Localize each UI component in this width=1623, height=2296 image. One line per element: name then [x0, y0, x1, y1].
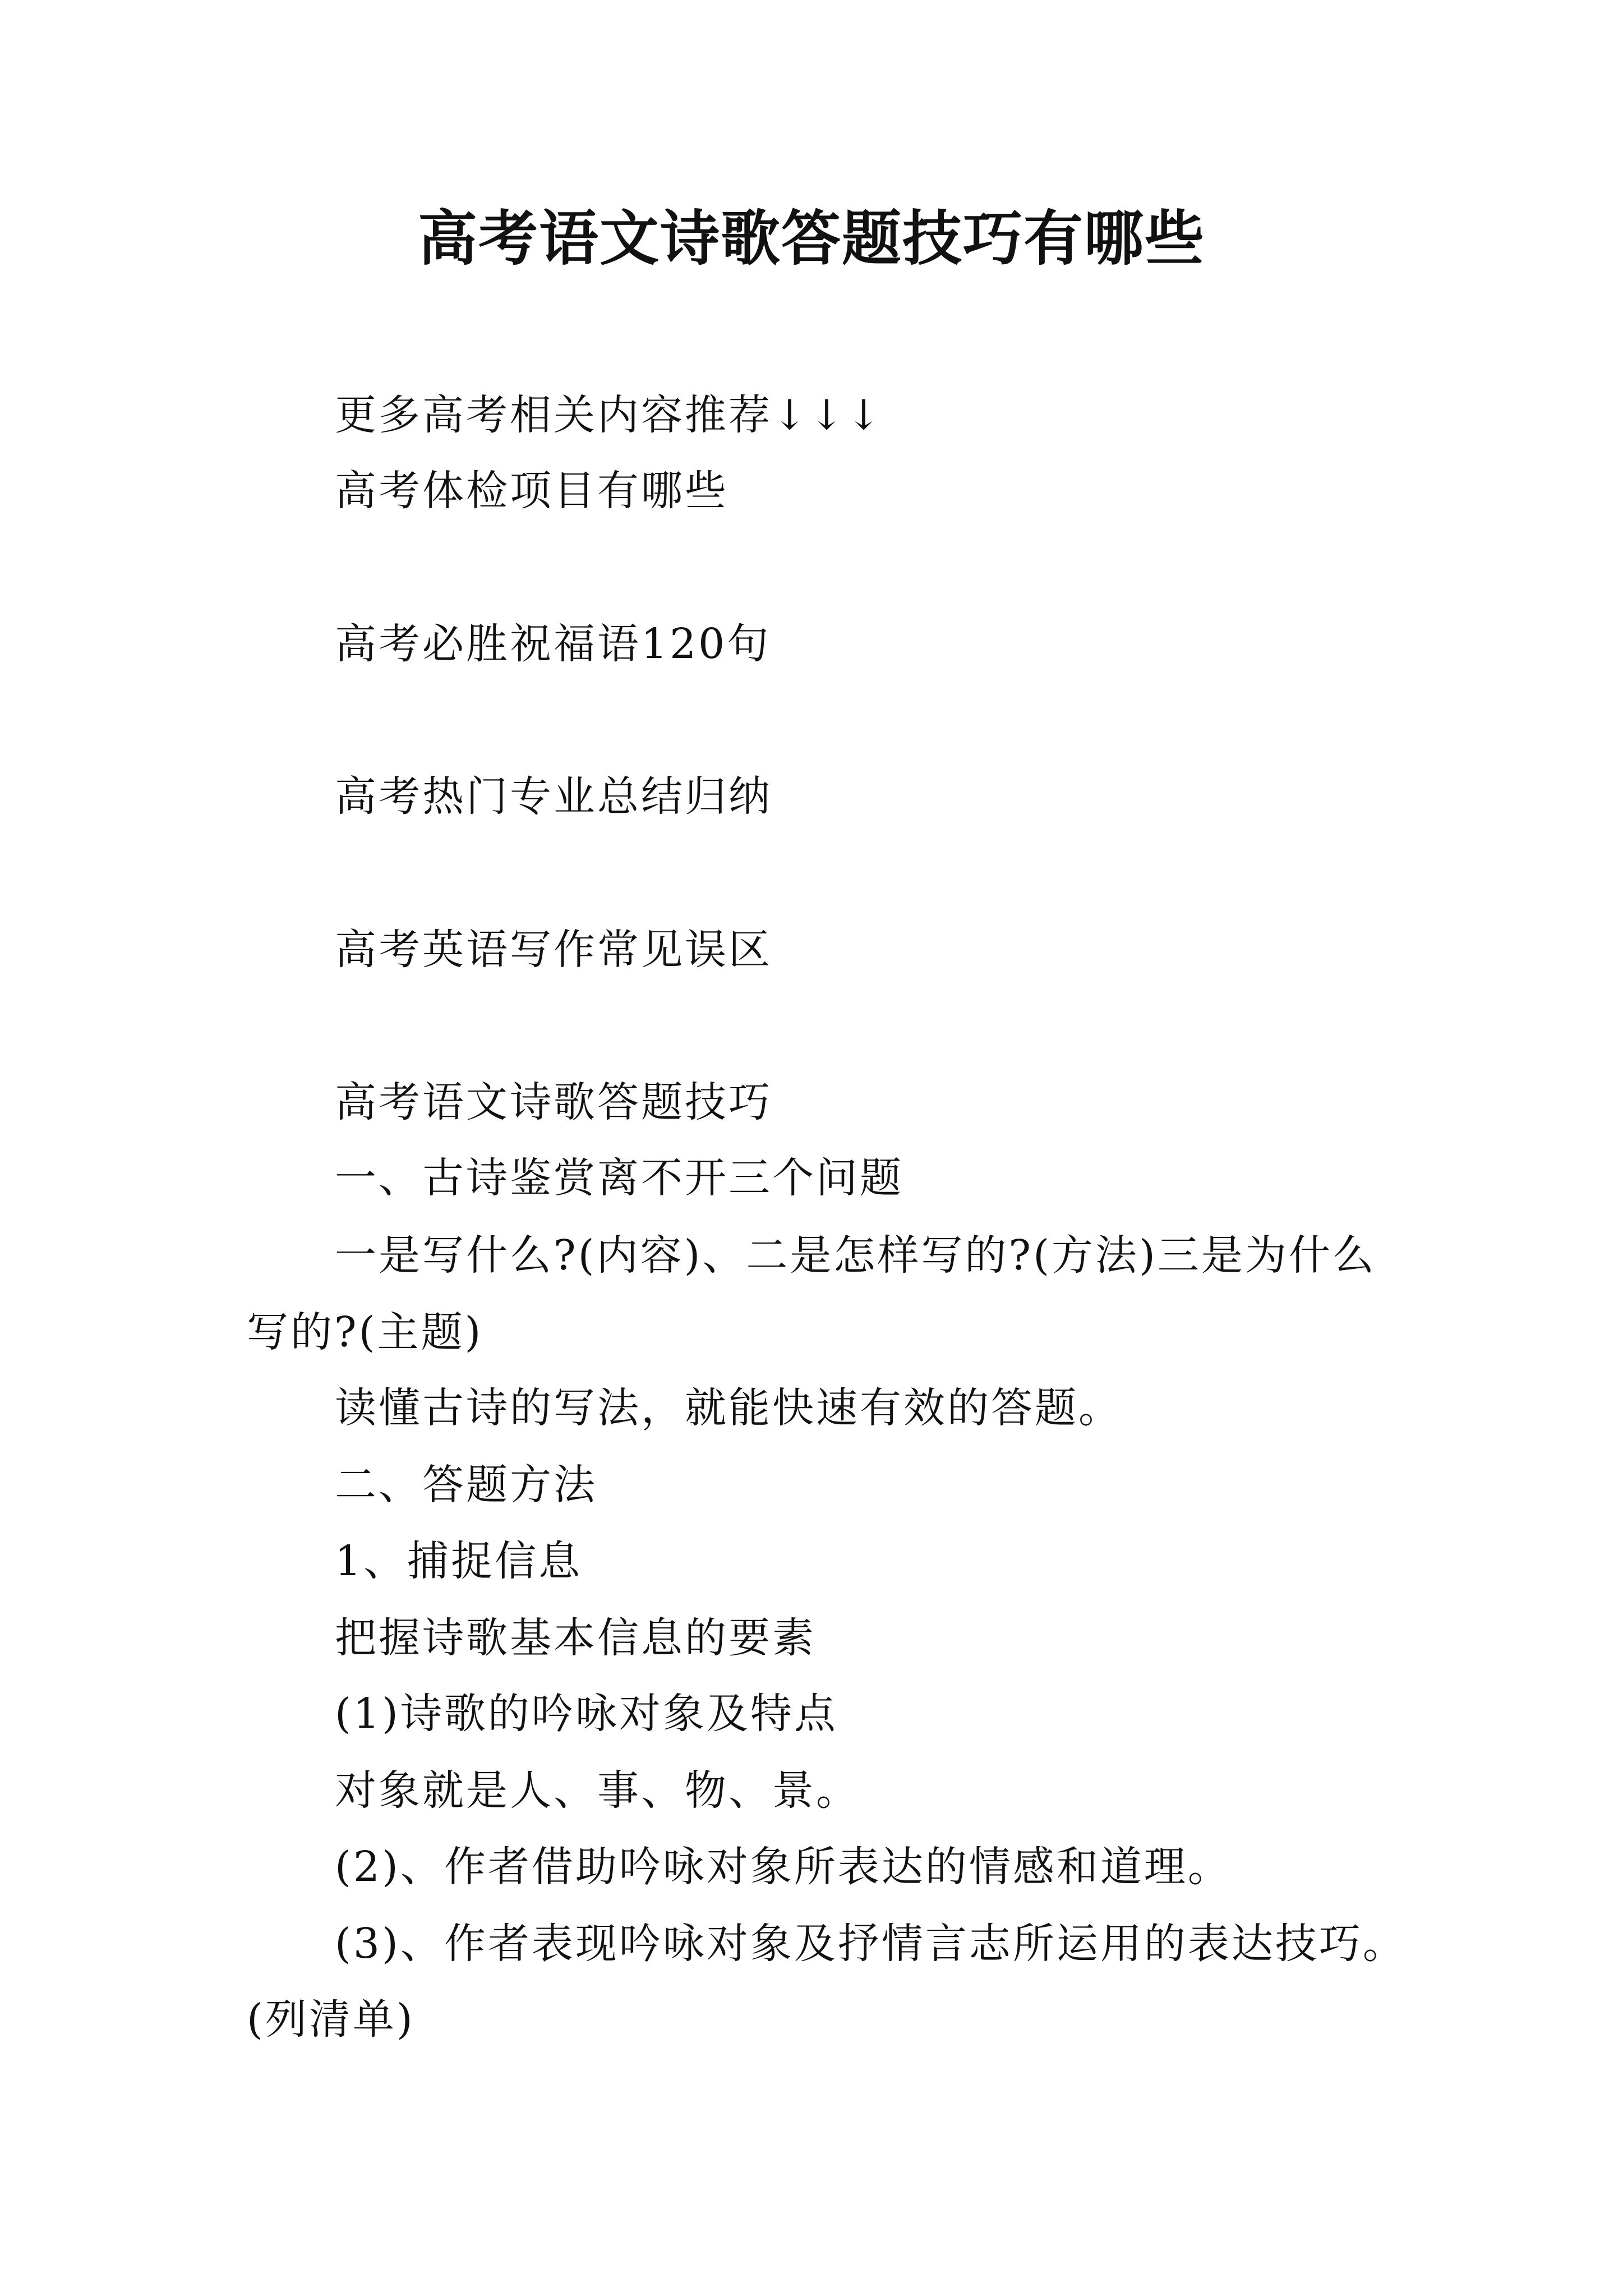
paragraph-line: (3)、作者表现吟咏对象及抒情言志所运用的表达技巧。	[335, 1920, 1407, 1968]
recommended-link[interactable]: 高考必胜祝福语120句	[335, 620, 771, 668]
paragraph-line: 一是写什么?(内容)、二是怎样写的?(方法)三是为什么	[335, 1231, 1376, 1280]
paragraph-line: 一、古诗鉴赏离不开三个问题	[335, 1154, 903, 1202]
paragraph-line: 写的?(主题)	[247, 1308, 483, 1356]
recommended-link[interactable]: 高考体检项目有哪些	[335, 467, 728, 515]
recommended-link[interactable]: 高考英语写作常见误区	[335, 926, 772, 974]
paragraph-line: (列清单)	[247, 1995, 415, 2044]
section-heading: 高考语文诗歌答题技巧	[335, 1078, 772, 1126]
paragraph-line: (2)、作者借助吟咏对象所表达的情感和道理。	[335, 1843, 1232, 1891]
paragraph-line: (1)诗歌的吟咏对象及特点	[335, 1690, 838, 1738]
paragraph-line: 1、捕捉信息	[335, 1537, 583, 1585]
paragraph-line: 把握诗歌基本信息的要素	[335, 1614, 816, 1662]
paragraph-line: 对象就是人、事、物、景。	[335, 1766, 860, 1815]
paragraph-line: 二、答题方法	[335, 1461, 597, 1509]
recommended-link[interactable]: 高考热门专业总结归纳	[335, 772, 772, 821]
paragraph-line: 读懂古诗的写法，就能快速有效的答题。	[335, 1384, 1122, 1432]
recommend-header: 更多高考相关内容推荐↓↓↓	[335, 391, 884, 439]
document-title: 高考语文诗歌答题技巧有哪些	[418, 203, 1205, 273]
